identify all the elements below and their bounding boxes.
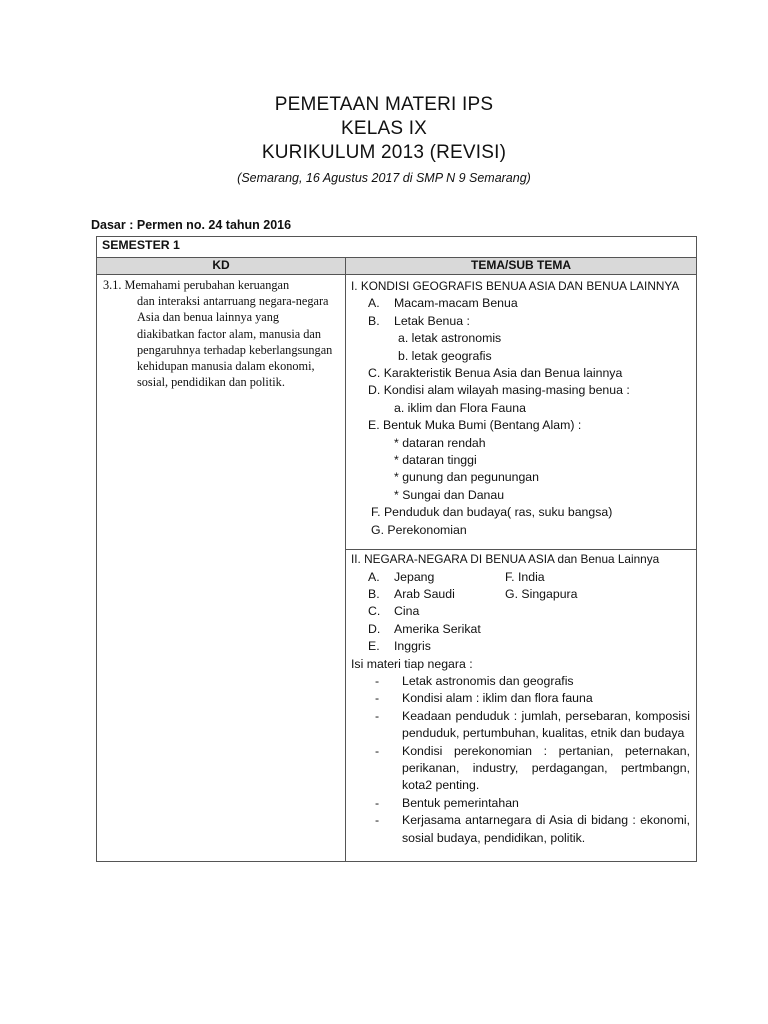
list-item: * gunung dan pegunungan xyxy=(394,470,539,485)
list-item: D. Kondisi alam wilayah masing-masing benua : xyxy=(368,383,630,398)
list-item: - Bentuk pemerintahan xyxy=(375,795,519,810)
semester-row xyxy=(97,237,697,258)
list-item: a. iklim dan Flora Fauna xyxy=(394,400,526,415)
isi-materi-label: Isi materi tiap negara : xyxy=(351,656,473,671)
title-block xyxy=(0,93,768,185)
table-row xyxy=(97,275,697,550)
col-header-kd: KD xyxy=(97,258,346,275)
col-header-tema: TEMA/SUB TEMA xyxy=(346,258,697,275)
list-item: - Letak astronomis dan geografis xyxy=(375,673,574,688)
list-item: - Kondisi perekonomian : pertanian, peternakan, perikanan, industry, perdagangan, pertmbangn, kota2 penting. xyxy=(375,743,690,793)
list-item: - Kerjasama antarnegara di Asia di bidang : ekonomi, sosial budaya, pendidikan, politik. xyxy=(375,813,690,845)
tema-cell-1 xyxy=(346,275,697,550)
tema-cell-2 xyxy=(346,550,697,862)
list-item: B. Arab Saudi G. Singapura xyxy=(368,586,578,601)
list-item: A. Jepang F. India xyxy=(368,569,545,584)
list-item: E. Inggris xyxy=(368,639,431,654)
list-item: * dataran tinggi xyxy=(394,453,477,468)
list-item: - Keadaan penduduk : jumlah, persebaran, komposisi penduduk, pertumbuhan, kualitas, etnik dan budaya xyxy=(375,708,690,741)
list-item: C. Cina xyxy=(368,604,420,619)
kd-first-line: 3.1. Memahami perubahan keruangan xyxy=(103,278,290,292)
kd-cell xyxy=(97,275,346,862)
header-row xyxy=(97,258,697,275)
list-item: B. Letak Benua : xyxy=(368,313,470,328)
materi-table xyxy=(96,236,697,862)
list-item: D. Amerika Serikat xyxy=(368,621,481,636)
list-item: a. letak astronomis xyxy=(398,331,502,346)
list-item: A. Macam-macam Benua xyxy=(368,296,518,311)
doc-title-line-3: KURIKULUM 2013 (REVISI) xyxy=(261,142,507,163)
doc-title-line-1: PEMETAAN MATERI IPS xyxy=(274,94,494,115)
doc-title-line-2: KELAS IX xyxy=(340,118,428,139)
section-2-title: II. NEGARA-NEGARA DI BENUA ASIA dan Benua Lainnya xyxy=(351,552,660,567)
kd-text: dan interaksi antarruang negara-negara Asia dan benua lainnya yang diakibatkan factor alam, manusia dan pengaruhnya terhadap keberlangsungan kehidupan manusia dalam ekonomi, sosial, pendidikan dan politik. xyxy=(137,294,333,390)
list-item: E. Bentuk Muka Bumi (Bentang Alam) : xyxy=(368,418,582,433)
list-item: C. Karakteristik Benua Asia dan Benua lainnya xyxy=(368,366,623,381)
dasar-label: Dasar : Permen no. 24 tahun 2016 xyxy=(91,218,292,232)
list-item: G. Perekonomian xyxy=(371,522,467,537)
list-item: F. Penduduk dan budaya( ras, suku bangsa) xyxy=(371,505,613,520)
doc-subtitle: (Semarang, 16 Agustus 2017 di SMP N 9 Semarang) xyxy=(237,171,531,185)
section-1-title: I. KONDISI GEOGRAFIS BENUA ASIA DAN BENUA LAINNYA xyxy=(351,279,680,293)
semester-label: SEMESTER 1 xyxy=(97,237,697,258)
list-item: - Kondisi alam : iklim dan flora fauna xyxy=(375,691,593,706)
list-item: * Sungai dan Danau xyxy=(394,487,505,502)
list-item: * dataran rendah xyxy=(394,435,486,450)
list-item: b. letak geografis xyxy=(398,348,492,363)
